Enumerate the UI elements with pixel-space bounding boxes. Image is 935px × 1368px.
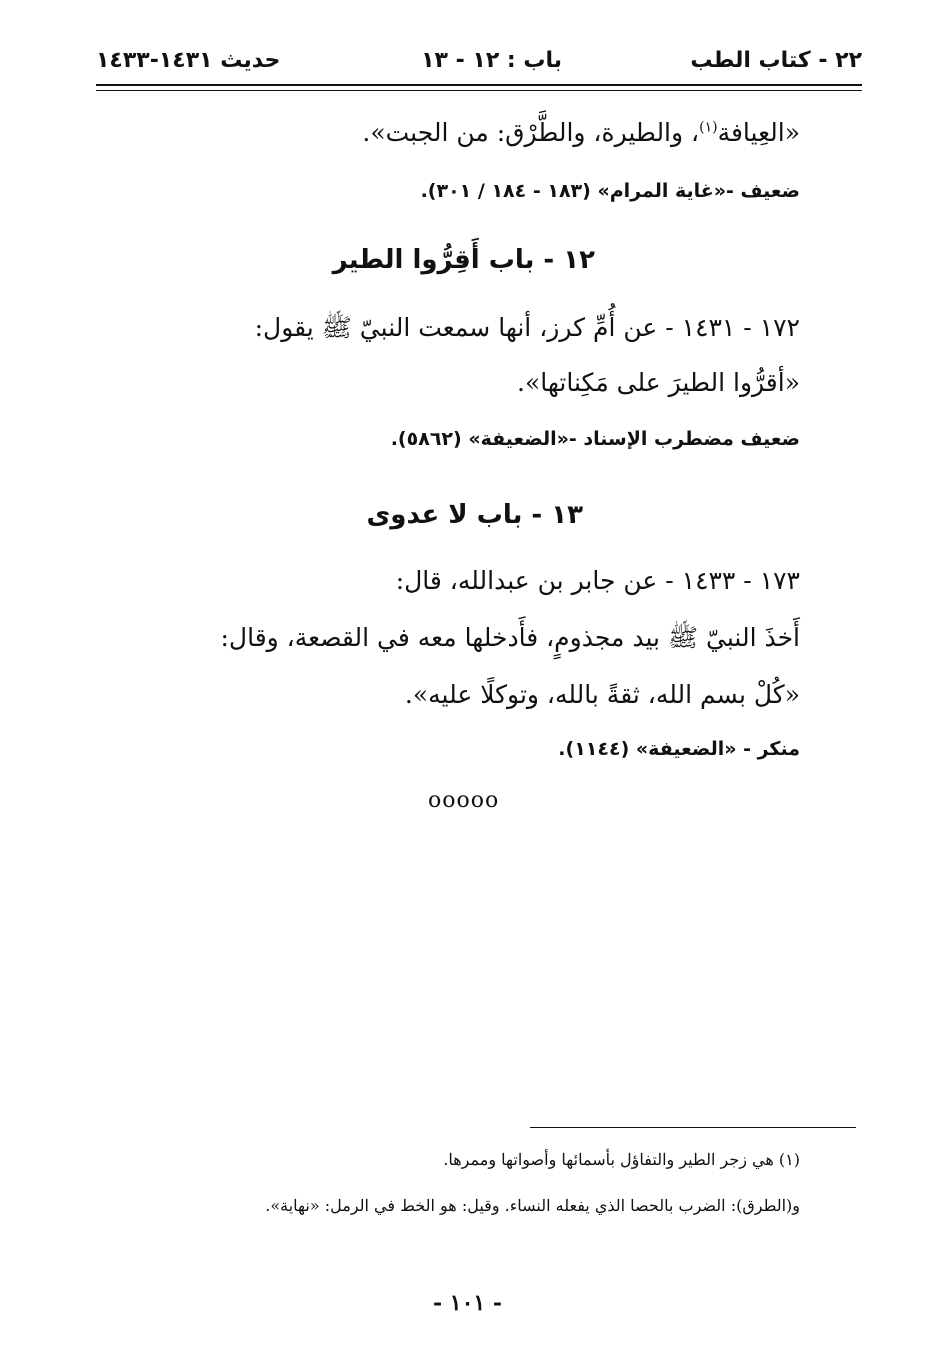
header-rule-thick bbox=[96, 84, 862, 86]
header-section: باب : ١٢ - ١٣ bbox=[421, 48, 562, 73]
chapter-heading-12: ١٢ - باب أَقِرُّوا الطير bbox=[332, 245, 595, 275]
header-hadith-range: حديث ١٤٣١-١٤٣٣ bbox=[96, 48, 281, 73]
hadith-text-pre: «العِيافة bbox=[717, 118, 800, 147]
hadith-1433-intro: ١٧٣ - ١٤٣٣ - عن جابر بن عبدالله، قال: bbox=[395, 566, 800, 595]
grade-line-1: ضعيف -«غاية المرام» (١٨٣ - ١٨٤ / ٣٠١). bbox=[420, 180, 800, 202]
hadith-text-post: ، والطيرة، والطَّرْق: من الجبت». bbox=[362, 118, 700, 147]
footnote-1: (١) هي زجر الطير والتفاؤل بأسمائها وأصواتها وممرها. bbox=[443, 1150, 800, 1169]
chapter-heading-13: ١٣ - باب لا عدوى bbox=[366, 500, 583, 530]
section-separator: ooooo bbox=[428, 788, 500, 813]
grade-line-3: منكر - «الضعيفة» (١١٤٤). bbox=[558, 738, 800, 760]
header-chapter: ٢٢ - كتاب الطب bbox=[690, 48, 862, 73]
hadith-1431-text: «أقرُّوا الطيرَ على مَكِناتها». bbox=[517, 368, 800, 397]
running-header bbox=[96, 44, 862, 84]
hadith-1433-text-1: أَخذَ النبيّ ﷺ بيد مجذومٍ، فأَدخلها معه في القصعة، وقال: bbox=[220, 623, 800, 652]
grade-line-2: ضعيف مضطرب الإسناد -«الضعيفة» (٥٨٦٢). bbox=[390, 428, 800, 450]
hadith-1433-text-2: «كُلْ بسم الله، ثقةً بالله، وتوكلًا عليه». bbox=[404, 680, 800, 709]
footnote-2: و(الطرق): الضرب بالحصا الذي يفعله النساء. وقيل: هو الخط في الرمل: «نهاية». bbox=[265, 1196, 800, 1215]
footnote-rule bbox=[530, 1127, 856, 1128]
hadith-1431-intro: ١٧٢ - ١٤٣١ - عن أُمِّ كرز، أنها سمعت النبيّ ﷺ يقول: bbox=[254, 313, 800, 342]
header-rule-thin bbox=[96, 90, 862, 91]
footnote-marker: (١) bbox=[699, 119, 718, 136]
hadith-text-line bbox=[362, 118, 800, 147]
page-number: - ١٠١ - bbox=[432, 1290, 503, 1316]
